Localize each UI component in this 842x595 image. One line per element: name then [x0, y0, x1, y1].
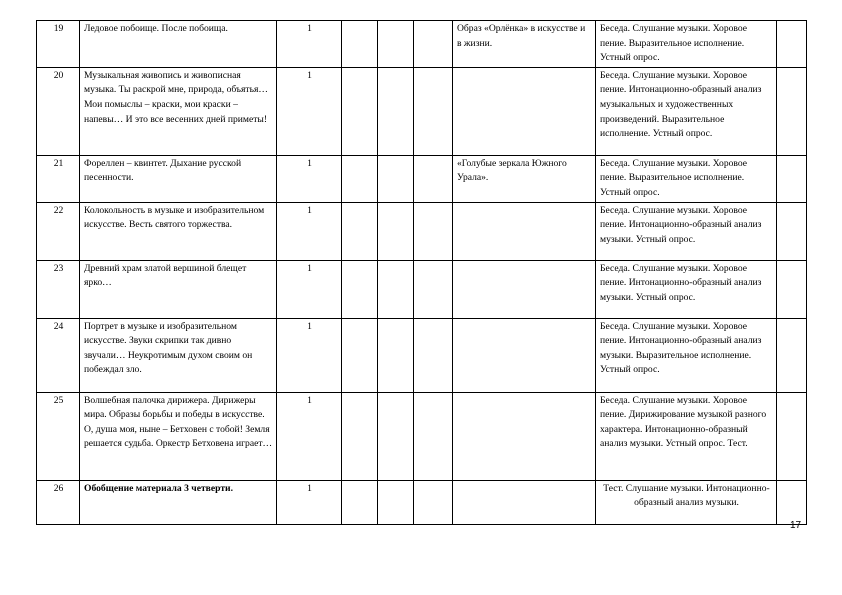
lesson-methods: Беседа. Слушание музыки. Хоровое пение. Интонационно-образный анализ музыки. Устный опрос. — [596, 260, 777, 318]
empty-cell — [414, 480, 453, 524]
lesson-topic: Древний храм златой вершиной блещет ярко… — [80, 260, 277, 318]
lesson-topic: Обобщение материала 3 четверти. — [80, 480, 277, 524]
lesson-number: 26 — [37, 480, 80, 524]
lesson-hours: 1 — [277, 155, 342, 202]
page-number: 17 — [790, 520, 802, 531]
empty-cell — [378, 202, 414, 260]
lesson-hours: 1 — [277, 67, 342, 155]
lesson-number: 24 — [37, 318, 80, 392]
lesson-hours: 1 — [277, 21, 342, 68]
lesson-topic: Колокольность в музыке и изобразительном искусстве. Весть святого торжества. — [80, 202, 277, 260]
lesson-methods: Беседа. Слушание музыки. Хоровое пение. Интонационно-образный анализ музыки. Выразительное исполнение. Устный опрос. — [596, 318, 777, 392]
lesson-number: 23 — [37, 260, 80, 318]
empty-cell — [342, 260, 378, 318]
lesson-methods: Беседа. Слушание музыки. Хоровое пение. Интонационно-образный анализ музыки. Устный опрос. — [596, 202, 777, 260]
table-row — [37, 202, 807, 260]
empty-cell — [414, 21, 453, 68]
empty-cell — [342, 67, 378, 155]
empty-cell — [777, 260, 807, 318]
regional-component — [453, 67, 596, 155]
empty-cell — [342, 318, 378, 392]
lesson-methods: Тест. Слушание музыки. Интонационно-образный анализ музыки. — [596, 480, 777, 524]
empty-cell — [777, 318, 807, 392]
empty-cell — [342, 21, 378, 68]
empty-cell — [342, 202, 378, 260]
lesson-hours: 1 — [277, 318, 342, 392]
empty-cell — [777, 67, 807, 155]
empty-cell — [342, 392, 378, 480]
lesson-hours: 1 — [277, 260, 342, 318]
lesson-methods: Беседа. Слушание музыки. Хоровое пение. Выразительное исполнение. Устный опрос. — [596, 21, 777, 68]
regional-component: Образ «Орлёнка» в искусстве и в жизни. — [453, 21, 596, 68]
empty-cell — [777, 21, 807, 68]
regional-component — [453, 260, 596, 318]
empty-cell — [378, 67, 414, 155]
empty-cell — [378, 260, 414, 318]
regional-component — [453, 480, 596, 524]
regional-component — [453, 202, 596, 260]
lesson-number: 22 — [37, 202, 80, 260]
empty-cell — [378, 318, 414, 392]
regional-component — [453, 392, 596, 480]
lesson-number: 20 — [37, 67, 80, 155]
lesson-topic: Портрет в музыке и изобразительном искусстве. Звуки скрипки так дивно звучали… Неукротимым духом своим он побеждал зло. — [80, 318, 277, 392]
table-row — [37, 155, 807, 202]
lesson-hours: 1 — [277, 202, 342, 260]
empty-cell — [777, 155, 807, 202]
lesson-topic: Волшебная палочка дирижера. Дирижеры мира. Образы борьбы и победы в искусстве. О, душа моя, ныне – Бетховен с тобой! Земля решается судьба. Оркестр Бетховена играет… — [80, 392, 277, 480]
empty-cell — [777, 202, 807, 260]
lesson-topic: Музыкальная живопись и живописная музыка. Ты раскрой мне, природа, объятья… Мои помыслы – краски, мои краски – напевы… И это все весенних дней приметы! — [80, 67, 277, 155]
empty-cell — [414, 260, 453, 318]
empty-cell — [378, 392, 414, 480]
empty-cell — [414, 202, 453, 260]
empty-cell — [342, 155, 378, 202]
empty-cell — [414, 67, 453, 155]
lesson-hours: 1 — [277, 392, 342, 480]
empty-cell — [342, 480, 378, 524]
table-row — [37, 21, 807, 68]
table-row — [37, 480, 807, 524]
lesson-number: 21 — [37, 155, 80, 202]
regional-component — [453, 318, 596, 392]
empty-cell — [378, 21, 414, 68]
lesson-number: 19 — [37, 21, 80, 68]
lesson-methods: Беседа. Слушание музыки. Хоровое пение. Дирижирование музыкой разного характера. Интонационно-образный анализ музыки. Устный опрос. Тест. — [596, 392, 777, 480]
empty-cell — [414, 155, 453, 202]
empty-cell — [414, 392, 453, 480]
table-row — [37, 392, 807, 480]
lesson-hours: 1 — [277, 480, 342, 524]
empty-cell — [777, 392, 807, 480]
empty-cell — [777, 480, 807, 524]
empty-cell — [414, 318, 453, 392]
lesson-methods: Беседа. Слушание музыки. Хоровое пение. Выразительное исполнение. Устный опрос. — [596, 155, 777, 202]
lesson-topic: Фореллен – квинтет. Дыхание русской песенности. — [80, 155, 277, 202]
lesson-number: 25 — [37, 392, 80, 480]
table-row — [37, 260, 807, 318]
table-row — [37, 318, 807, 392]
lesson-methods: Беседа. Слушание музыки. Хоровое пение. Интонационно-образный анализ музыкальных и художественных произведений. Выразительное исполнение. Устный опрос. — [596, 67, 777, 155]
empty-cell — [378, 480, 414, 524]
table-row — [37, 67, 807, 155]
lesson-plan-table — [36, 20, 807, 525]
regional-component: «Голубые зеркала Южного Урала». — [453, 155, 596, 202]
empty-cell — [378, 155, 414, 202]
lesson-topic: Ледовое побоище. После побоища. — [80, 21, 277, 68]
